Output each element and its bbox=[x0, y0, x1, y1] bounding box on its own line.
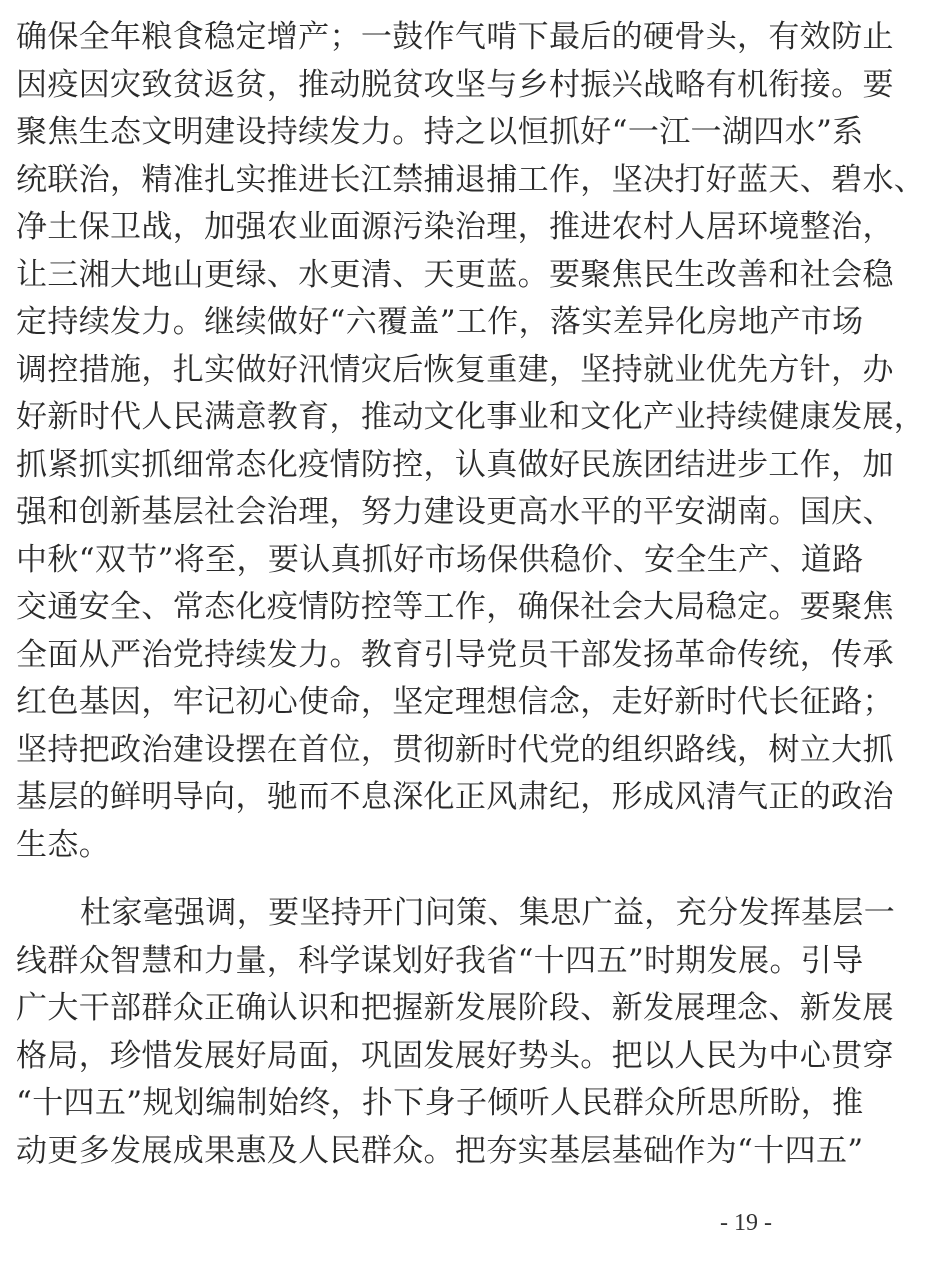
text-line: 定持续发力。继续做好“六覆盖”工作，落实差异化房地产市场 bbox=[16, 304, 864, 340]
paragraph-1 bbox=[16, 14, 925, 869]
text-line: 中秋“双节”将至，要认真抓好市场保供稳价、安全生产、道路 bbox=[16, 541, 864, 578]
paragraph-2 bbox=[16, 890, 896, 1175]
text-line: 红色基因，牢记初心使命，坚定理想信念，走好新时代长征路； bbox=[16, 684, 894, 720]
text-line: 广大干部群众正确认识和把握新发展阶段、新发展理念、新发展 bbox=[16, 990, 894, 1026]
text-line: 让三湘大地山更绿、水更清、天更蓝。要聚焦民生改善和社会稳 bbox=[16, 256, 894, 293]
text-line: 统联治，精准扎实推进长江禁捕退捕工作，坚决打好蓝天、碧水、 bbox=[16, 161, 925, 198]
text-line: 基层的鲜明导向，驰而不息深化正风肃纪，形成风清气正的政治 bbox=[16, 779, 894, 815]
text-line: 生态。 bbox=[16, 826, 111, 863]
text-line: 强和创新基层社会治理，努力建设更高水平的平安湖南。国庆、 bbox=[16, 494, 894, 530]
paragraph-gap bbox=[16, 869, 796, 890]
text-line: 确保全年粮食稳定增产；一鼓作气啃下最后的硬骨头，有效防止 bbox=[16, 19, 894, 55]
text-line: 线群众智慧和力量，科学谋划好我省“十四五”时期发展。引导 bbox=[16, 942, 864, 979]
text-line: 聚焦生态文明建设持续发力。持之以恒抓好“一江一湖四水”系 bbox=[16, 114, 864, 150]
page-number: - 19 - bbox=[720, 1210, 772, 1236]
text-line: 格局，珍惜发展好局面，巩固发展好势头。把以人民为中心贯穿 bbox=[16, 1037, 894, 1074]
text-line: 动更多发展成果惠及人民群众。把夯实基层基础作为“十四五” bbox=[16, 1132, 864, 1169]
text-line: 好新时代人民满意教育，推动文化事业和文化产业持续健康发展， bbox=[16, 399, 925, 435]
text-line: 交通安全、常态化疫情防控等工作，确保社会大局稳定。要聚焦 bbox=[16, 589, 894, 625]
text-line: 杜家毫强调，要坚持开门问策、集思广益，充分发挥基层一 bbox=[80, 895, 896, 931]
text-line: 抓紧抓实抓细常态化疫情防控，认真做好民族团结进步工作，加 bbox=[16, 446, 894, 483]
text-line: 因疫因灾致贫返贫，推动脱贫攻坚与乡村振兴战略有机衔接。要 bbox=[16, 66, 894, 103]
body-text bbox=[16, 14, 925, 1175]
text-line: 净土保卫战，加强农业面源污染治理，推进农村人居环境整治， bbox=[16, 209, 894, 245]
text-line: 调控措施，扎实做好汛情灾后恢复重建，坚持就业优先方针，办 bbox=[16, 351, 894, 388]
text-line: 坚持把政治建设摆在首位，贯彻新时代党的组织路线，树立大抓 bbox=[16, 731, 894, 768]
text-line: “十四五”规划编制始终，扑下身子倾听人民群众所思所盼，推 bbox=[16, 1085, 864, 1121]
text-line: 全面从严治党持续发力。教育引导党员干部发扬革命传统，传承 bbox=[16, 636, 894, 673]
